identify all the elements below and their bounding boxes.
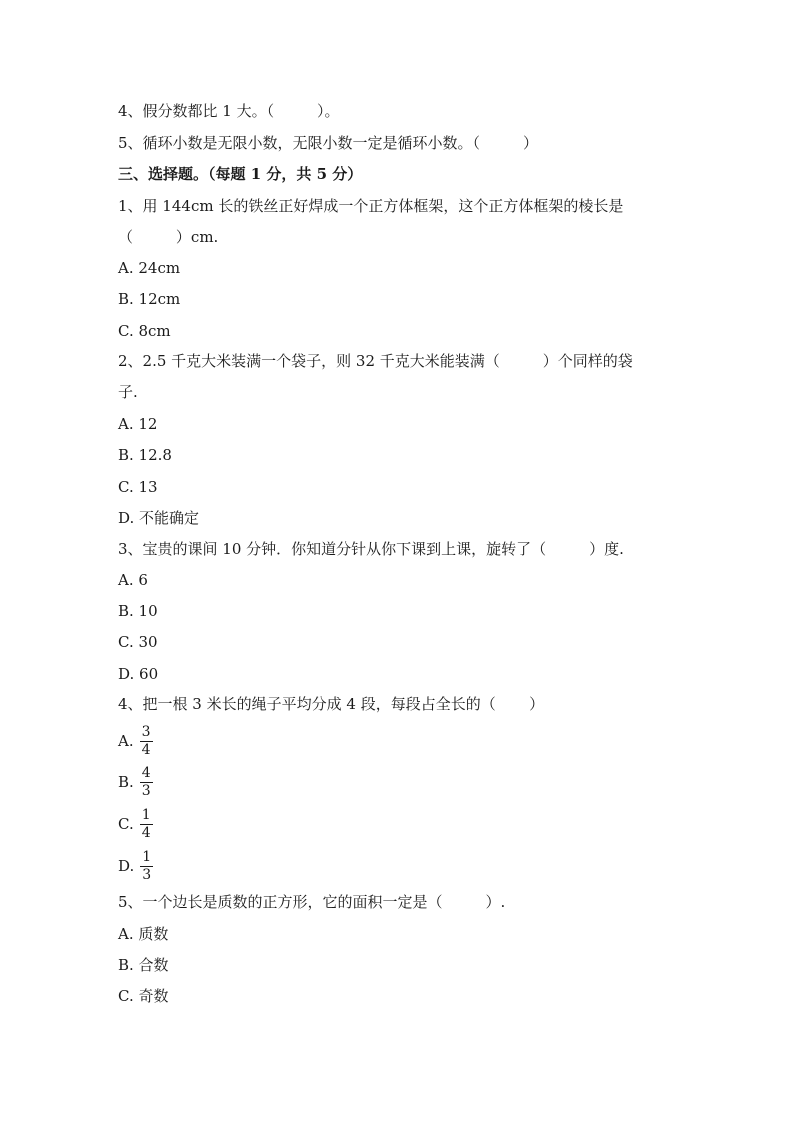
q1-option-a: A. 24cm [118, 259, 181, 277]
question-2-text: 2、2.5 千克大米装满一个袋子，则 32 千克大米能装满（ ）个同样的袋 [118, 352, 633, 370]
question-1-text-cont: （ ）cm. [118, 228, 219, 246]
fraction [140, 765, 153, 800]
q5-option-c: C. 奇数 [118, 987, 169, 1005]
q4-option-a [118, 720, 153, 762]
q3-option-d: D. 60 [118, 665, 159, 683]
fraction [140, 724, 153, 759]
fraction [140, 807, 153, 842]
question-5-text: 5、一个边长是质数的正方形，它的面积一定是（ ）. [118, 893, 506, 911]
question-4-text: 4、把一根 3 米长的绳子平均分成 4 段，每段占全长的（ ） [118, 695, 545, 713]
question-2-text-cont: 子. [118, 383, 138, 401]
question-1-text: 1、用 144cm 长的铁丝正好焊成一个正方体框架，这个正方体框架的棱长是 [118, 197, 624, 215]
q5-option-b: B. 合数 [118, 956, 169, 974]
q4-option-b [118, 761, 153, 803]
fraction-denominator: 4 [141, 824, 151, 841]
fraction-denominator: 4 [141, 741, 151, 758]
q2-option-c: C. 13 [118, 478, 158, 496]
option-label: C. [118, 815, 134, 833]
section-heading: 三、选择题。（每题 1 分，共 5 分） [118, 165, 363, 183]
q3-option-c: C. 30 [118, 633, 158, 651]
fraction-numerator: 1 [141, 806, 151, 823]
q2-option-d: D. 不能确定 [118, 509, 200, 527]
option-label: B. [118, 773, 134, 791]
judge-item-5: 5、循环小数是无限小数，无限小数一定是循环小数。（ ） [118, 134, 538, 152]
q5-option-a: A. 质数 [118, 925, 169, 943]
judge-item-4: 4、假分数都比 1 大。（ ）。 [118, 102, 340, 120]
fraction-numerator: 1 [142, 848, 152, 865]
option-label: D. [118, 857, 135, 875]
q1-option-b: B. 12cm [118, 290, 181, 308]
option-label: A. [118, 732, 134, 750]
fraction-denominator: 3 [141, 782, 151, 799]
fraction-denominator: 3 [142, 866, 152, 883]
q3-option-a: A. 6 [118, 571, 148, 589]
q4-option-d [118, 845, 153, 887]
fraction [140, 849, 153, 884]
q4-option-c [118, 803, 153, 845]
q1-option-c: C. 8cm [118, 322, 171, 340]
q2-option-a: A. 12 [118, 415, 158, 433]
q3-option-b: B. 10 [118, 602, 158, 620]
fraction-numerator: 4 [141, 764, 151, 781]
question-3-text: 3、宝贵的课间 10 分钟．你知道分针从你下课到上课，旋转了（ ）度. [118, 540, 624, 558]
q2-option-b: B. 12.8 [118, 446, 172, 464]
fraction-numerator: 3 [141, 723, 151, 740]
